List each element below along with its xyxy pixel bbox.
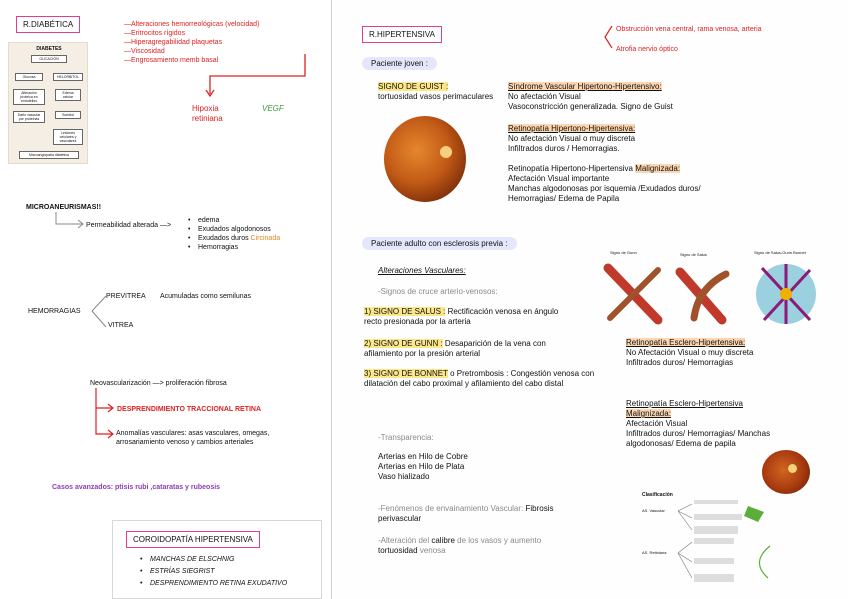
- retinopathy-line: No Afectación Visual o muy discreta: [626, 348, 754, 357]
- classification-row: AS. Vascular: [642, 508, 665, 513]
- caliber-line: -Alteración del calibre de los vasos y aumento tortuosidad venosa: [378, 536, 542, 555]
- fundus-photo: [384, 116, 466, 202]
- vegf-label: VEGF: [262, 104, 284, 113]
- neovascularization-line: Neovascularización —> proliferación fibrosa: [90, 380, 227, 387]
- flow-title: DIABETES: [36, 46, 62, 52]
- previtreous-label: PREVITREA: [106, 293, 146, 300]
- list-item: —Engrosamiento memb basal: [124, 57, 219, 64]
- micro-arrow: [54, 212, 90, 232]
- syndrome-line: Manchas algodonosas por isquemia /Exudados duros/: [508, 184, 701, 193]
- syndrome-line: Infiltrados duros / Hemorragias.: [508, 144, 620, 153]
- flow-box: GLICACIÓN: [31, 55, 67, 63]
- top-note: Obstrucción vena central, rama venosa, arteria: [616, 26, 762, 33]
- list-item: —Hiperagregabilidad plaquetas: [124, 39, 223, 46]
- fundus-photo-malignant: [762, 450, 810, 494]
- list-item: Arterias en Hilo de Plata: [378, 462, 465, 471]
- syndrome-line: Hemorragias/ Edema de Papila: [508, 194, 620, 203]
- salus-sign: 1) SIGNO DE SALUS : Rectificación venosa en ángulo recto presionada por la arteria: [364, 307, 559, 326]
- permeability-label: Permeabilidad alterada —>: [86, 222, 172, 229]
- cross-signs-title: -Signos de cruce arterio-venosos:: [378, 287, 498, 296]
- syndrome-title: Síndrome Vascular Hipertono-Hipertensivo:: [508, 82, 662, 91]
- list-item: —Viscosidad: [124, 48, 165, 55]
- list-item: • MANCHAS DE ELSCHNIG: [140, 554, 320, 566]
- syndrome-title: Retinopatía Hipertono-Hipertensiva Malignizada:: [508, 164, 681, 173]
- flow-box: Microangiopatía diabética: [19, 151, 79, 159]
- left-page: [0, 0, 332, 599]
- microaneurysms-title: MICROANEURISMAS!!: [26, 204, 102, 211]
- circinada-label: Circinada: [250, 235, 281, 242]
- flow-box: Edema celular: [55, 89, 81, 101]
- retinopathy-title: Malignizada:: [626, 409, 671, 418]
- choroidopathy-list: [140, 554, 320, 590]
- flow-box: HELORBITOL: [53, 73, 83, 81]
- advanced-cases: Casos avanzados: ptisis rubi ,cataratas y rubeosis: [52, 484, 221, 491]
- bracket-arrow: [110, 50, 310, 98]
- retinopathy-title: Retinopatía Esclero-Hipertensiva: [626, 399, 743, 408]
- classification-lines: [630, 492, 778, 592]
- list-item: —Alteraciones hemorreológicas (velocidad): [124, 21, 260, 28]
- micro-list: [188, 216, 328, 252]
- young-syndrome-3: [508, 164, 838, 204]
- diabetes-flow-diagram: [8, 42, 88, 164]
- transparency-list: [378, 452, 578, 482]
- syndrome-line: Vasoconstricción generalizada. Signo de Guist: [508, 102, 673, 111]
- young-syndrome-1: [508, 82, 838, 112]
- flow-box: Daño vascular por proteinas: [13, 111, 45, 123]
- optic-disc-icon: [788, 464, 797, 473]
- gunn-sign: 2) SIGNO DE GUNN : Desaparición de la vena con afilamiento por la presión arterial: [364, 339, 546, 358]
- classification-diagram: [630, 492, 778, 592]
- list-item: Vaso hializado: [378, 472, 430, 481]
- crossing-signs-figure: [602, 250, 846, 330]
- flow-box: Alteración proteica en endotelios: [13, 89, 45, 105]
- guist-block: [378, 82, 498, 102]
- sheathing-line: -Fenómenos de envainamiento Vascular: Fibrosis perivascular: [378, 504, 554, 523]
- right-page: [334, 0, 848, 599]
- sclero-retinopathy-1: [626, 338, 840, 368]
- guist-title: SIGNO DE GUIST :: [378, 82, 449, 91]
- list-item: Arterias en Hilo de Cobre: [378, 452, 468, 461]
- transparency-title: -Transparencia:: [378, 433, 434, 442]
- list-item: • edema: [188, 216, 328, 225]
- figure-label: Signo de Salus: [680, 252, 707, 257]
- top-note: Atrofia nervio óptico: [616, 46, 678, 53]
- choroidopathy-tag: COROIDOPATÍA HIPERTENSIVA: [126, 531, 260, 548]
- neo-arrows: [92, 388, 118, 440]
- young-syndrome-2: [508, 124, 838, 154]
- bonnet-sign: 3) SIGNO DE BONNET o Pretrombosis : Congestión venosa con dilatación del cabo proximal y afilamiento del cabo distal: [364, 369, 595, 388]
- crossing-signs-drawing: [602, 258, 846, 330]
- list-item: —Eritrocitos rígidos: [124, 30, 186, 37]
- guist-text: tortuosidad vasos perimaculares: [378, 92, 494, 101]
- syndrome-title: Retinopatía Hipertono-Hipertensiva:: [508, 124, 636, 133]
- syndrome-line: No afectación Visual: [508, 92, 581, 101]
- adult-patient-pill: Paciente adulto con esclerosis previa :: [362, 237, 517, 250]
- vascular-alterations-title: Alteraciones Vasculares:: [378, 266, 466, 275]
- vascular-anomalies: Anomalías vasculares: asas vasculares, omegas, arrosariamiento venoso y cambios arteriales: [116, 430, 270, 446]
- list-item: • ESTRÍAS SIEGRIST: [140, 566, 320, 578]
- classification-title: Clasificación: [642, 492, 673, 498]
- vitreous-label: VITREA: [108, 322, 134, 329]
- list-item: • Hemorragias: [188, 243, 328, 252]
- flow-box: Lesiones celulares y vasculares: [53, 129, 83, 145]
- classification-row: AS. Retiniana: [642, 550, 667, 555]
- top-brace: [602, 24, 614, 50]
- syndrome-line: No afectación Visual o muy discreta: [508, 134, 636, 143]
- diabetic-tag: R.DIABÉTICA: [16, 16, 80, 33]
- retinopathy-line: Infiltrados duros/ Hemorragias/ Manchas algodonosas/ Edema de papila: [626, 429, 771, 448]
- figure-label: Signo de Gunn: [610, 250, 637, 255]
- hypoxia-label: Hipoxia retiniana: [192, 104, 223, 123]
- sclero-retinopathy-2: [626, 399, 840, 449]
- figure-label: Signo de Salus-Gunn Bonnet: [754, 250, 806, 255]
- list-item: • DESPRENDIMIENTO RETINA EXUDATIVO: [140, 578, 320, 590]
- flow-box: Glucosa: [15, 73, 43, 81]
- retinopathy-line: Afectación Visual: [626, 419, 688, 428]
- hemorrhages-label: HEMORRAGIAS: [28, 308, 81, 315]
- retinopathy-line: Infiltrados duros/ Hemorragias: [626, 358, 734, 367]
- hemorrhage-brace: [88, 294, 108, 330]
- young-patient-pill: Paciente joven :: [362, 57, 437, 70]
- retinopathy-title: Retinopatía Esclero-Hipertensiva:: [626, 338, 746, 347]
- flow-box: Sorbitol: [55, 111, 81, 119]
- hypertensive-tag: R.HIPERTENSIVA: [362, 26, 442, 43]
- list-item: • Exudados algodonosos: [188, 225, 328, 234]
- previtreous-note: Acumuladas como semilunas: [160, 293, 252, 300]
- optic-disc-icon: [440, 146, 452, 158]
- list-item: • Exudados duros Circinada: [188, 234, 328, 243]
- detachment-label: DESPRENDIMIENTO TRACCIONAL RETINA: [117, 406, 262, 413]
- syndrome-line: Afectación Visual importante: [508, 174, 610, 183]
